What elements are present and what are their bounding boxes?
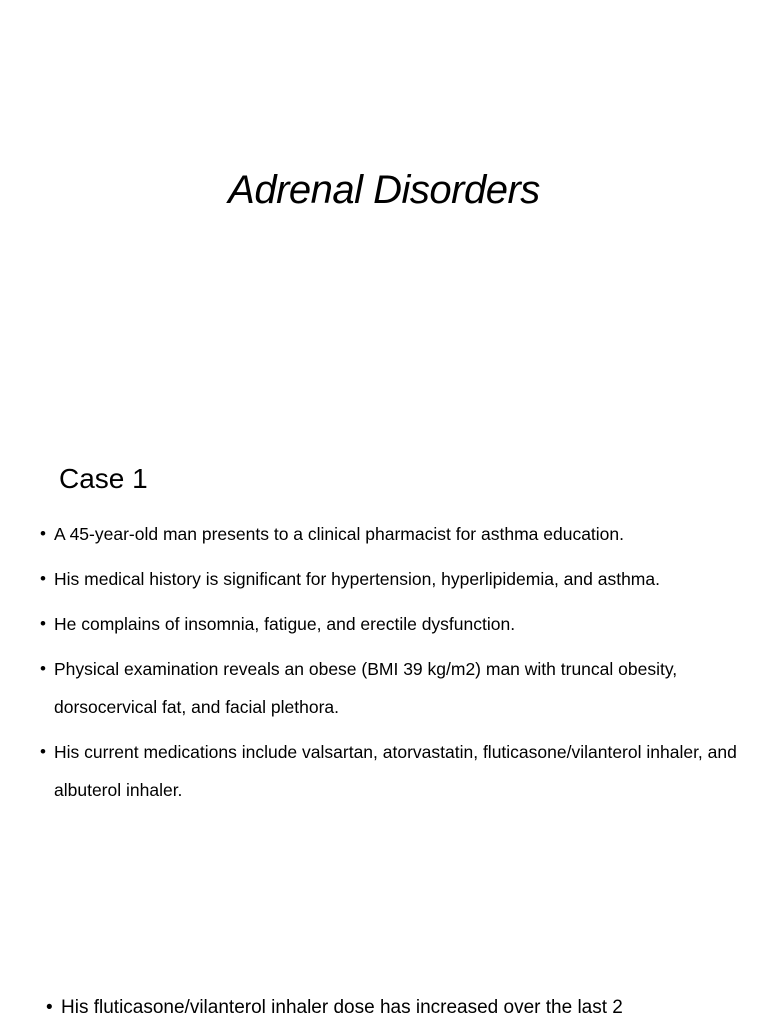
bullet-icon: • (40, 659, 46, 678)
bullet-icon: • (40, 524, 46, 543)
case-bullet-list (40, 515, 750, 816)
slide-title: Adrenal Disorders (228, 168, 540, 212)
bullet-item-medications (40, 733, 750, 809)
bullet-text: A 45-year-old man presents to a clinical pharmacist for asthma education. (54, 524, 625, 544)
bullet-text: His fluticasone/vilanterol inhaler dose has increased over the last 2 (61, 997, 623, 1018)
bullet-icon: • (46, 997, 53, 1018)
bullet-item-complaints (40, 605, 750, 643)
bullet-text: His medical history is significant for hypertension, hyperlipidemia, and asthma. (54, 569, 660, 589)
bullet-text: His current medications include valsartan, atorvastatin, fluticasone/vilanterol inhaler, and albuterol inhaler. (54, 742, 737, 800)
bullet-item-inhaler-dose (46, 990, 768, 1026)
bullet-icon: • (40, 614, 46, 633)
bullet-text: He complains of insomnia, fatigue, and erectile dysfunction. (54, 614, 516, 634)
bullet-text: Physical examination reveals an obese (BMI 39 kg/m2) man with truncal obesity, dorsocervical fat, and facial plethora. (54, 659, 678, 717)
section-heading: Case 1 (59, 463, 148, 494)
bullet-item-examination (40, 650, 750, 726)
bullet-icon: • (40, 742, 46, 761)
bullet-icon: • (40, 569, 46, 588)
bullet-item-history (40, 560, 750, 598)
bullet-item-age (40, 515, 750, 553)
